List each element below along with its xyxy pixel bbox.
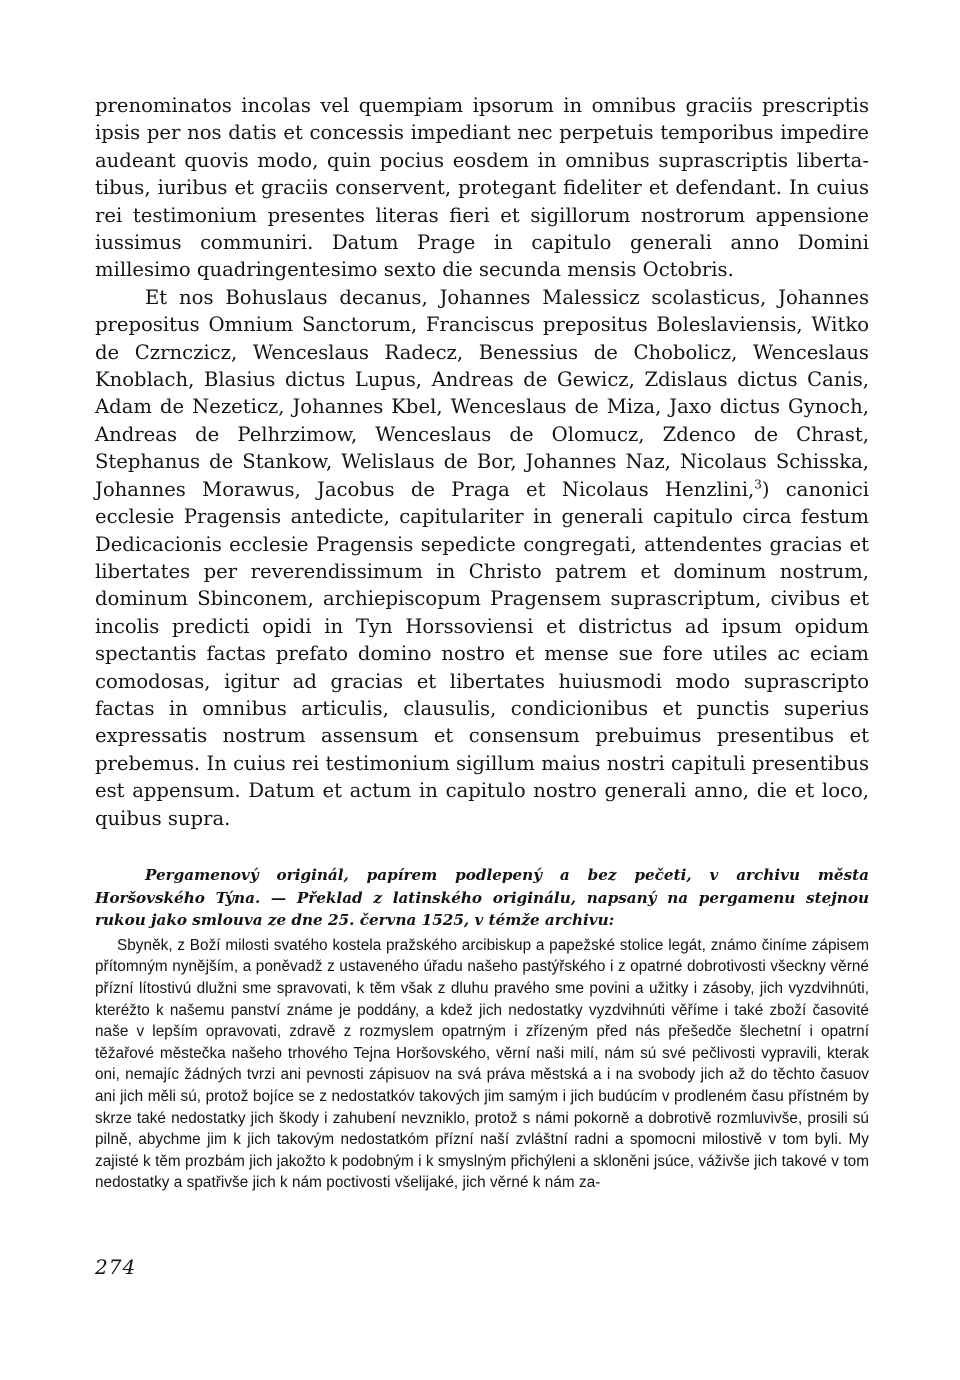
page-number: 274	[95, 1255, 137, 1279]
archival-note: Pergamenový originál, papírem podlepený a bez pečeti, v archivu města Horšovského Týna. — Překlad z latinského originálu, napsaný na pergamenu stejnou rukou jako smlouva ze dne 25. června 1525, v témže archivu:	[95, 865, 869, 930]
latin-paragraph-1: prenominatos incolas vel quempiam ipsorum in omnibus graciis prescriptis ipsis per nos datis et concessis impediant nec perpetuis temporibus impedire audeant quovis modo, quin pocius eosdem in omnibus suprascriptis libertatibus, iuribus et graciis conservent, protegant fideliter et defendant. In cuius rei testimonium presentes literas fieri et sigillorum nostrorum appensione iussimus communiri. Datum Prage in capitulo generali anno Domini millesimo quadringentesimo sexto die secunda mensis Octobris.	[95, 94, 869, 282]
latin-paragraph-2	[95, 284, 869, 832]
footnote-marker: 3	[754, 477, 762, 492]
latin-paragraph-2-text-b: ) canonici ecclesie Pragensis antedicte, capitulariter in generali capitulo circa festum Dedicacionis ecclesie Pragensis sepedicte congregati, attendentes gracias et libertates per reverendissimum in Christo patrem et dominum nostrum, dominum Sbinconem, archiepiscopum Pragensem suprascriptum, civibus et incolis predicti opidi in Tyn Horssoviensi et districtus ad ipsum opidum spectantis factas prefato domino nostro et mense sue fore utiles ac eciam comodosas, igitur ad gracias et libertates huiusmodi modo suprascripto factas in omnibus articulis, clausulis, condicionibus et punctis superius expressatis nostrum assensum et consensum prebuimus presentibus et prebemus. In cuius rei testimonium sigillum maius nostri capituli presentibus est appensum. Datum et actum in capitulo nostro generali anno, die et loco, quibus supra.	[95, 477, 869, 830]
czech-translation-paragraph: Sbyněk, z Boží milosti svatého kostela pražského arcibiskup a papežské stolice legát, známo činíme zápisem přítomným nynějším, a poněvadž z ustaveného úřadu našeho pastýřského i z opatrné dobrotivosti všeckny věrné přízní lítostivú dlužni sme spravovati, k těm však z dluhu pravého sme povini a užitky i zásoby, jich vyzdvihnúti, kteréžto k našemu panství známe je poddány, a kdež jich nedostatky vyzdvihnúti věříme i také zboží časovité naše v lepším opravovati, zdravě z rozmyslem opatrným i zřízeným před nás přešedče šlechetní i opatrní těžařové městečka našeho trhového Tejna Horšovského, věrní naši milí, nám sú své pečlivosti vypravili, kterak oni, nemajíc žádných tvrzi ani pevnosti zápisuov na svá práva městská a i na svobody jich až do těchto časuov ani jich měli sú, protož bojíce se z nedostatkóv takových jim samým i jich budúcím v prodleném času přístném by skrze také nedostatky jich škody i zahubení nevzniklo, protož s námi pokorně a dobrotivě rozmluvivše, prosili sú pilně, abychme jim k jich takovým nedostatkóm přízní naší zvláštní radni a spomocni milostivě v tom byli. My zajisté k těm prozbám jich jakožto k podobným i k smyslným přichýleni a skloněni jsúce, váživše jich takové v tom nedostatky a spatřivše jich k nám poctivosti všelijaké, jich věrné k nám za-	[95, 936, 869, 1192]
latin-paragraph-2-text-a: Et nos Bohuslaus decanus, Johannes Malessicz scolasticus, Johannes prepositus Omnium Sanctorum, Franciscus prepositus Boleslaviensis, Witko de Czrnczicz, Wenceslaus Radecz, Benessius de Chobolicz, Wenceslaus Knoblach, Blasius dictus Lupus, Andreas de Gewicz, Zdislaus dictus Canis, Adam de Nezeticz, Johannes Kbel, Wenceslaus de Miza, Jaxo dictus Gynoch, Andreas de Pelhrzimow, Wenceslaus de Olomucz, Zdenco de Chrast, Stephanus de Stankow, Welislaus de Bor, Johannes Naz, Nicolaus Schisska, Johannes Morawus, Jacobus de Praga et Nicolaus Henzlini,	[95, 285, 869, 501]
page-body	[95, 92, 869, 1194]
